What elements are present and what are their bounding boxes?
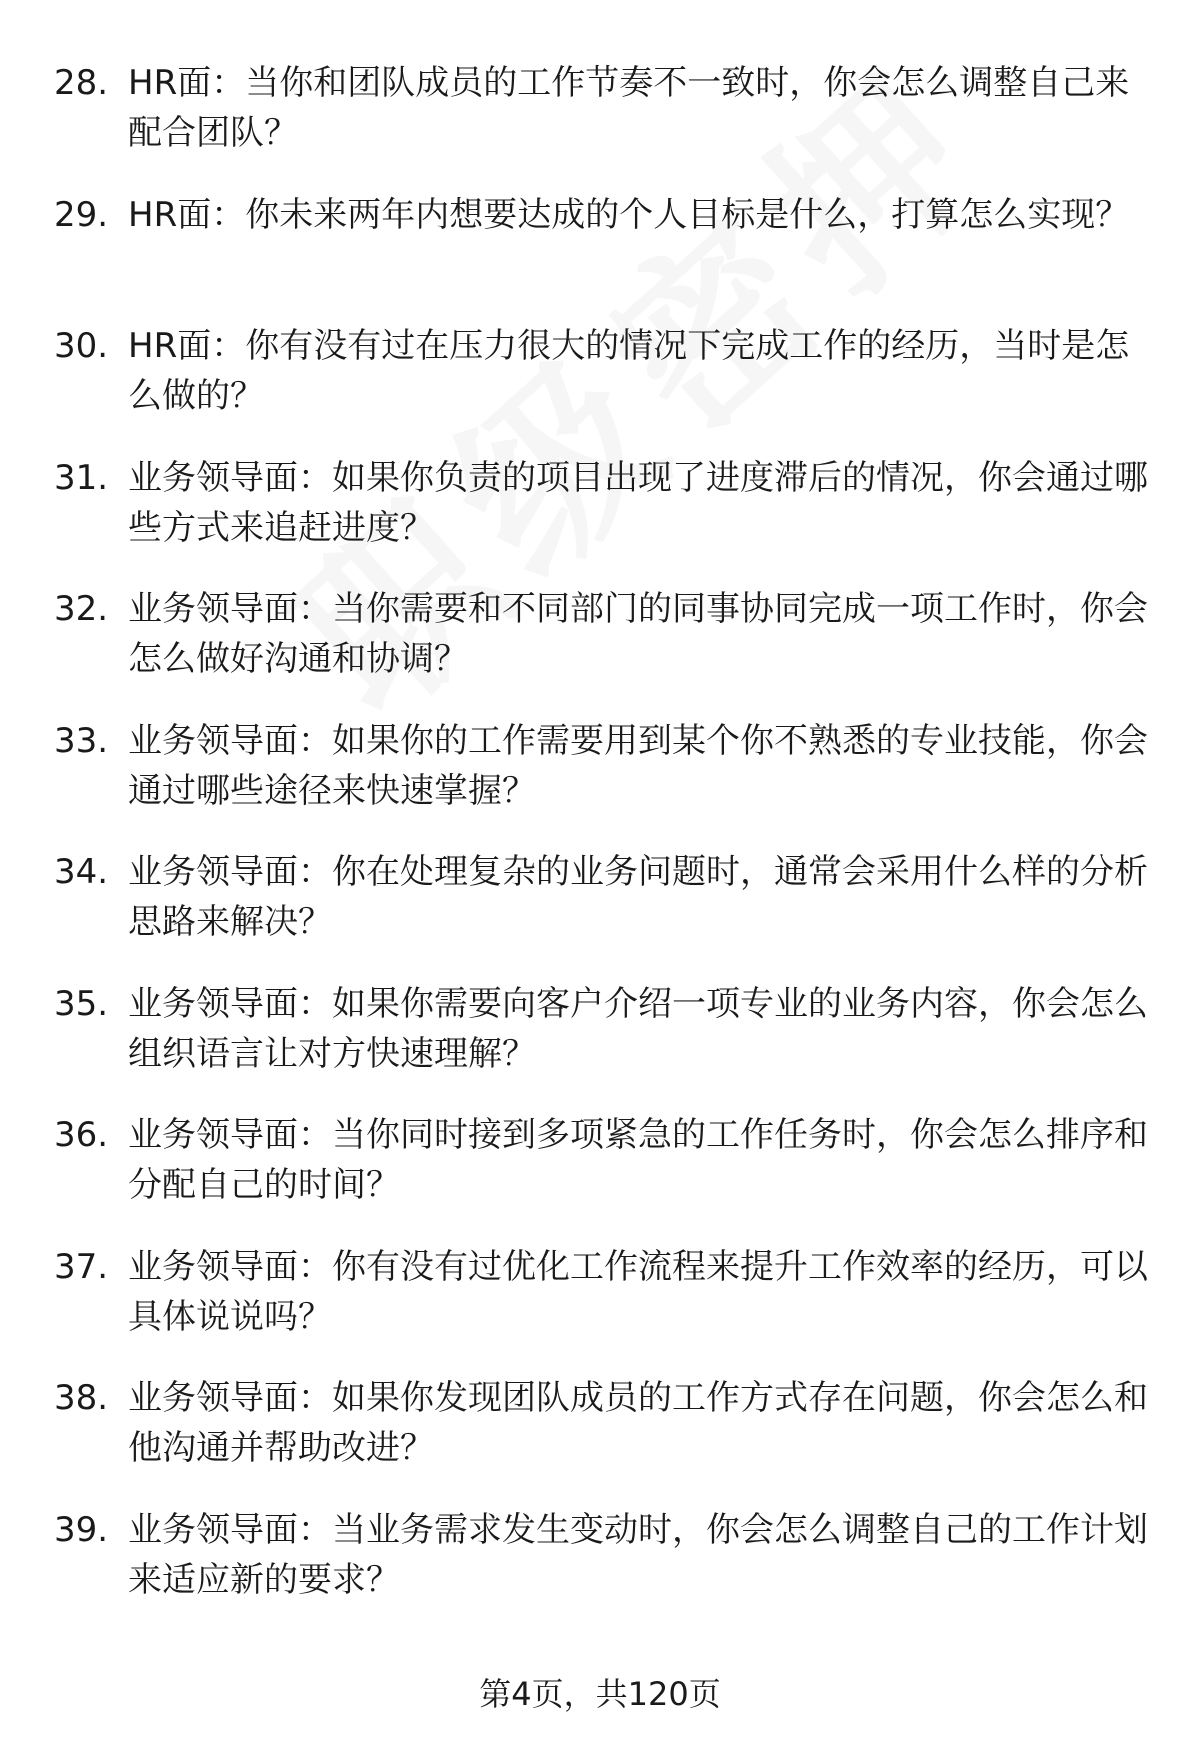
question-item xyxy=(0,847,1200,979)
question-number: 28. xyxy=(54,63,109,103)
question-item xyxy=(0,1242,1200,1374)
question-text: 业务领导面：当业务需求发生变动时，你会怎么调整自己的工作计划来适应新的要求？ xyxy=(128,1509,1148,1600)
question-item xyxy=(0,584,1200,716)
question-list xyxy=(0,58,1200,1636)
question-number: 30. xyxy=(54,326,109,366)
question-text: HR面：你未来两年内想要达成的个人目标是什么，打算怎么实现？ xyxy=(128,194,1130,235)
question-text: 业务领导面：当你同时接到多项紧急的工作任务时，你会怎么排序和分配自己的时间？ xyxy=(128,1115,1148,1205)
question-number: 36. xyxy=(54,1115,109,1155)
question-number: 32. xyxy=(54,589,109,629)
question-item xyxy=(0,453,1200,585)
question-item xyxy=(0,716,1200,848)
question-text: 业务领导面：当你需要和不同部门的同事协同完成一项工作时，你会怎么做好沟通和协调？ xyxy=(128,589,1148,679)
question-item xyxy=(0,190,1200,322)
question-number: 37. xyxy=(54,1246,109,1287)
question-text: 业务领导面：你在处理复杂的业务问题时，通常会采用什么样的分析思路来解决？ xyxy=(128,852,1148,942)
question-number: 39. xyxy=(54,1509,109,1550)
question-text: 业务领导面：如果你的工作需要用到某个你不熟悉的专业技能，你会通过哪些途径来快速掌握？ xyxy=(128,720,1148,811)
question-number: 35. xyxy=(54,983,109,1024)
question-text: HR面：当你和团队成员的工作节奏不一致时，你会怎么调整自己来配合团队？ xyxy=(128,63,1130,153)
question-text: HR面：你有没有过在压力很大的情况下完成工作的经历，当时是怎么做的？ xyxy=(128,326,1130,416)
question-item xyxy=(0,979,1200,1111)
question-number: 33. xyxy=(54,720,109,761)
question-number: 31. xyxy=(54,457,109,498)
question-text: 业务领导面：如果你需要向客户介绍一项专业的业务内容，你会怎么组织语言让对方快速理解？ xyxy=(128,983,1148,1074)
question-item xyxy=(0,1373,1200,1505)
question-number: 29. xyxy=(54,194,109,235)
question-item xyxy=(0,321,1200,453)
question-item xyxy=(0,1110,1200,1242)
question-item xyxy=(0,58,1200,190)
page-footer: 第4页，共120页 xyxy=(479,1675,721,1713)
question-text: 业务领导面：如果你发现团队成员的工作方式存在问题，你会怎么和他沟通并帮助改进？ xyxy=(128,1378,1148,1468)
question-number: 38. xyxy=(54,1378,109,1418)
question-item xyxy=(0,1505,1200,1637)
question-number: 34. xyxy=(54,852,109,892)
question-text: 业务领导面：如果你负责的项目出现了进度滞后的情况，你会通过哪些方式来追赶进度？ xyxy=(128,457,1148,548)
question-text: 业务领导面：你有没有过优化工作流程来提升工作效率的经历，可以具体说说吗？ xyxy=(128,1246,1148,1337)
